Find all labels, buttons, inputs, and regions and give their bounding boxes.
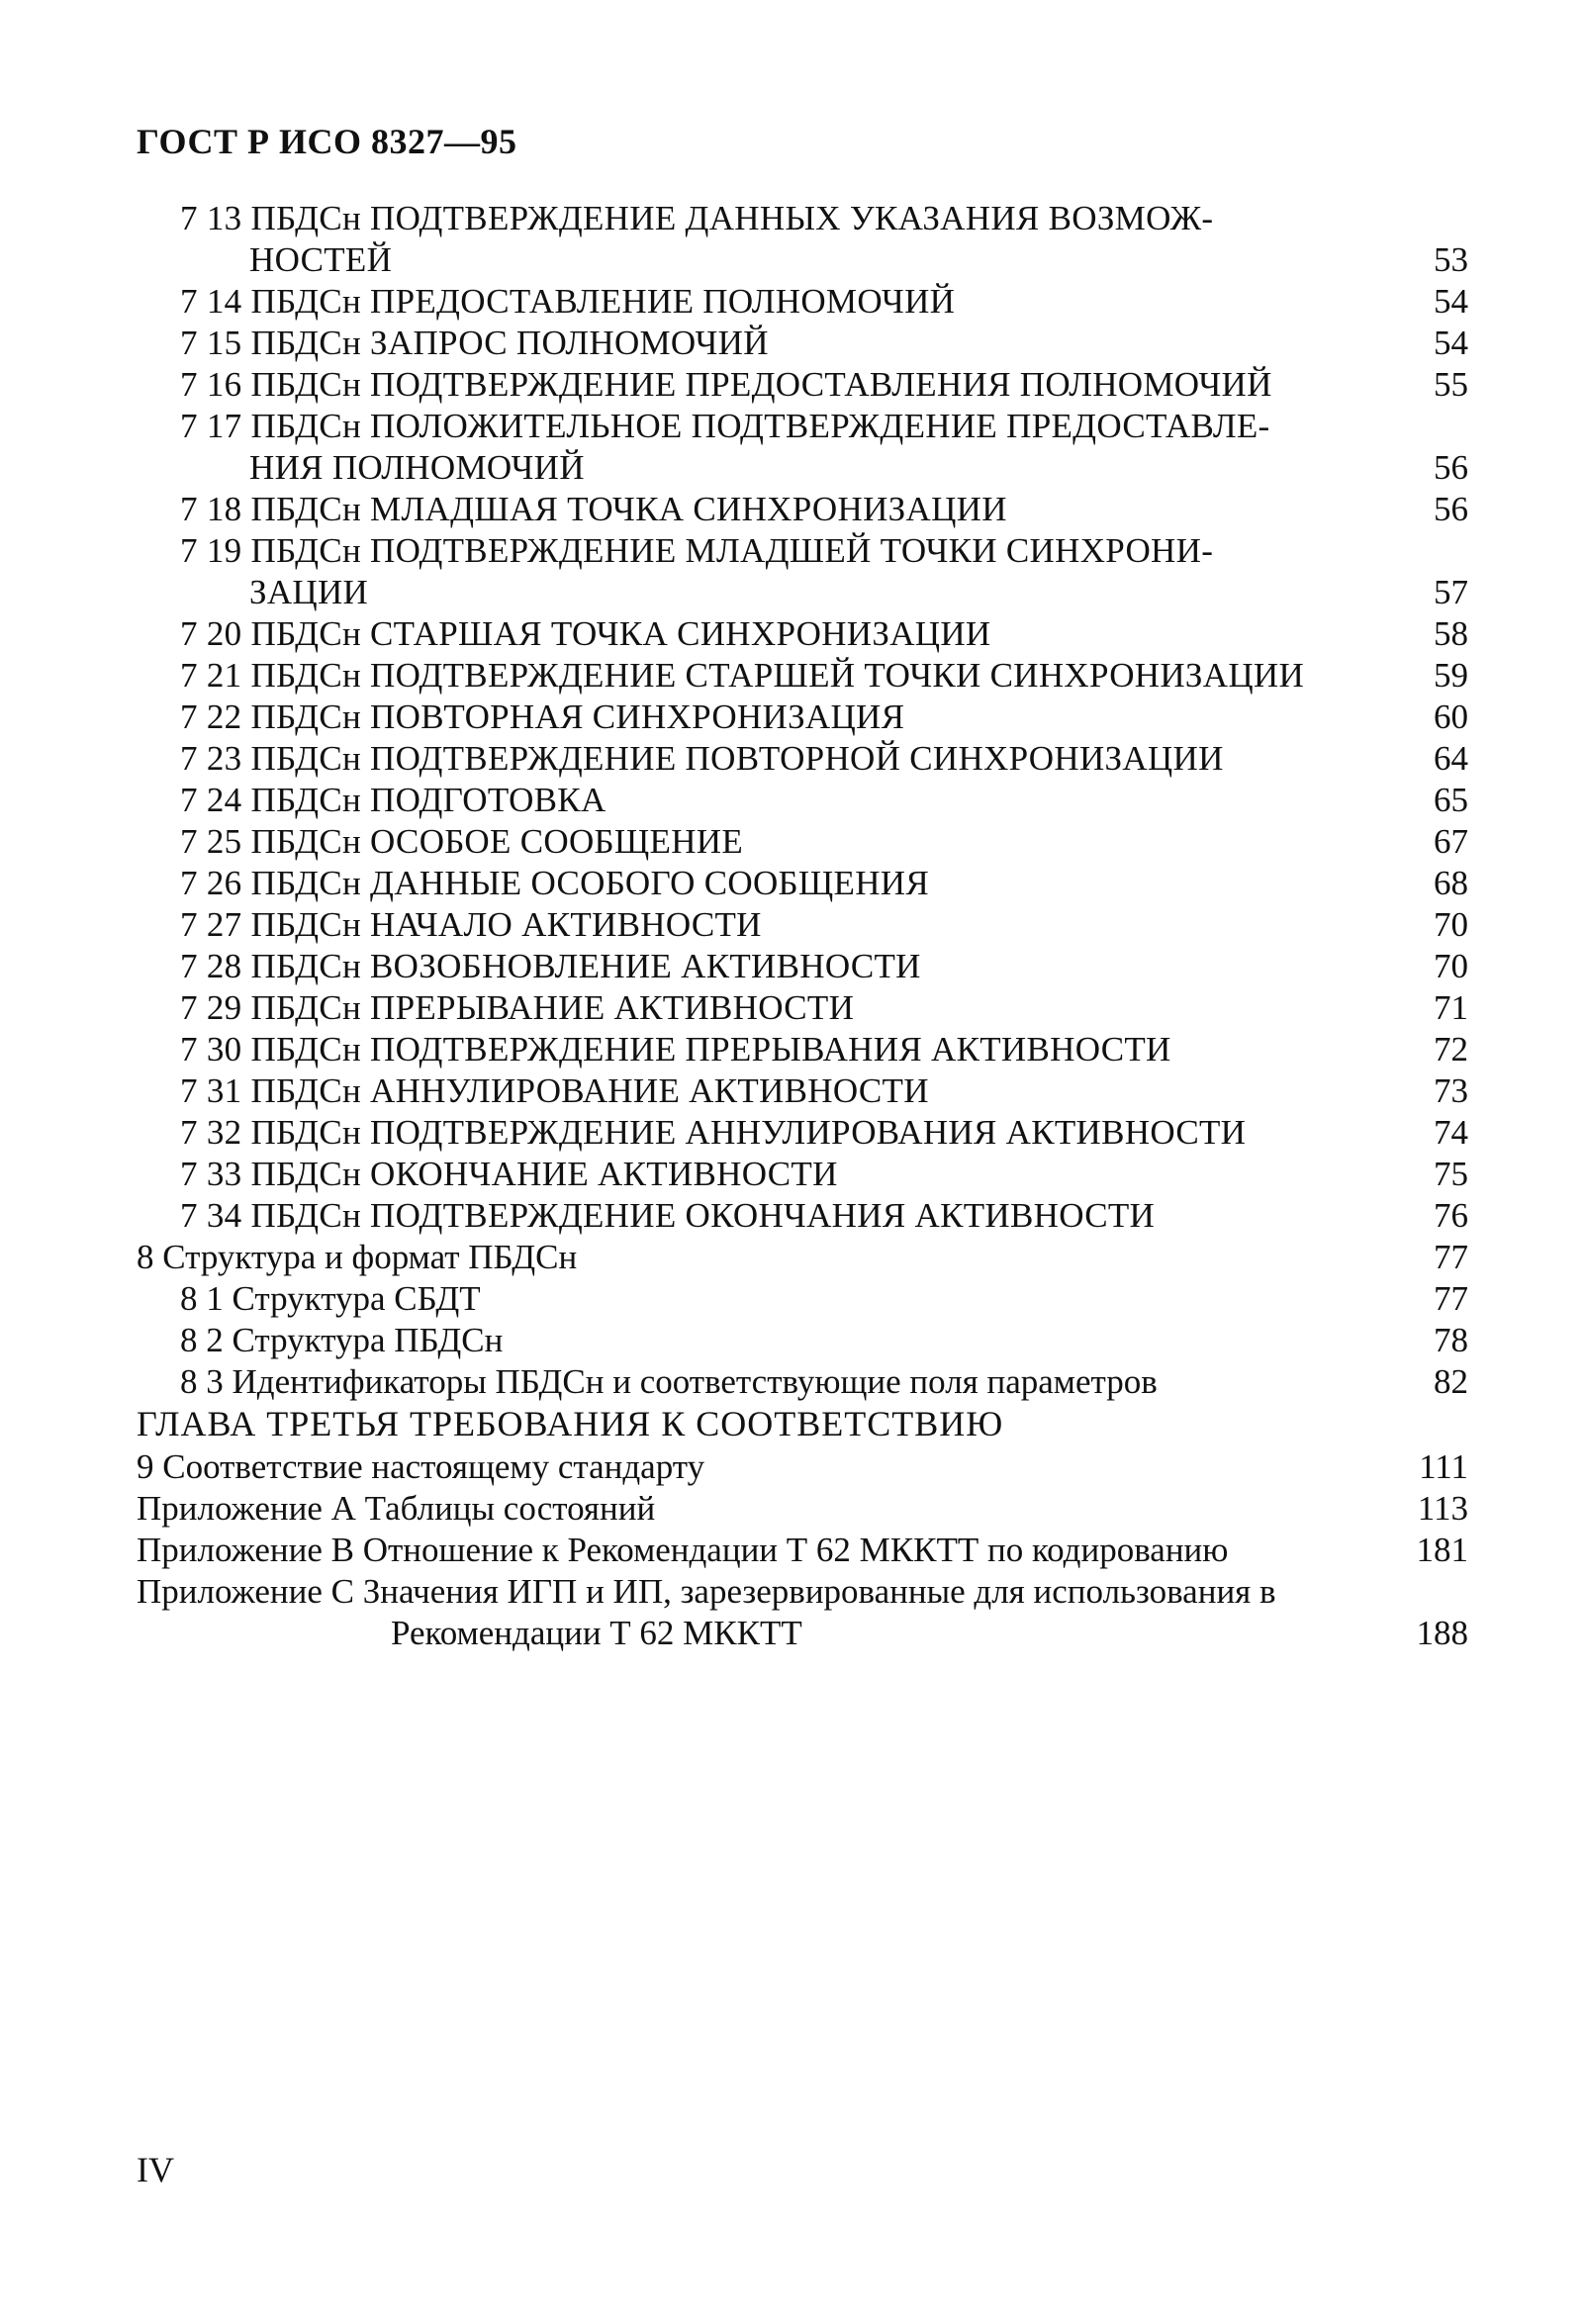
toc-entry: [0, 530, 1585, 572]
toc-entry: [0, 1278, 1585, 1320]
toc-entry: [0, 821, 1585, 863]
toc-entry-title: 9 Соответствие настоящему стандарту: [137, 1447, 705, 1486]
toc-entry-title: 7 30 ПБДСн ПОДТВЕРЖДЕНИЕ ПРЕРЫВАНИЯ АКТИВНОСТИ: [180, 1030, 1171, 1069]
toc-entry-title: 7 34 ПБДСн ПОДТВЕРЖДЕНИЕ ОКОНЧАНИЯ АКТИВНОСТИ: [180, 1196, 1156, 1235]
toc-entry-title: Приложение В Отношение к Рекомендации Т 62 МККТТ по кодированию: [137, 1531, 1229, 1569]
toc-entry-title: 7 19 ПБДСн ПОДТВЕРЖДЕНИЕ МЛАДШЕЙ ТОЧКИ СИНХРОНИ-: [180, 531, 1214, 570]
toc-entry: [0, 1530, 1585, 1571]
toc-entry-page: 74: [1434, 1113, 1468, 1152]
toc-entry: [0, 1571, 1585, 1613]
toc-entry-title: 7 28 ПБДСн ВОЗОБНОВЛЕНИЕ АКТИВНОСТИ: [180, 947, 921, 985]
toc-entry: [0, 863, 1585, 904]
toc-entry-page: 71: [1434, 988, 1468, 1027]
toc-entry: [0, 1446, 1585, 1488]
toc-entry: [0, 1237, 1585, 1278]
toc-entry: [0, 904, 1585, 946]
toc-entry: [0, 946, 1585, 987]
toc-entry-page: 188: [1416, 1614, 1468, 1652]
toc-entry: [0, 1195, 1585, 1237]
toc-entry-page: 82: [1434, 1362, 1468, 1401]
toc-entry-title: 8 3 Идентификаторы ПБДСн и соответствующие поля параметров: [180, 1362, 1158, 1401]
toc-entry-page: 73: [1434, 1071, 1468, 1110]
toc-entry: [0, 239, 1585, 281]
toc-entry-page: 64: [1434, 739, 1468, 778]
toc-entry-title: 7 25 ПБДСн ОСОБОЕ СООБЩЕНИЕ: [180, 822, 744, 861]
toc-entry-title: 7 15 ПБДСн ЗАПРОС ПОЛНОМОЧИЙ: [180, 324, 769, 362]
toc-entry-title: 7 29 ПБДСн ПРЕРЫВАНИЕ АКТИВНОСТИ: [180, 988, 855, 1027]
toc-entry-page: 68: [1434, 864, 1468, 902]
toc-entry-page: 77: [1434, 1279, 1468, 1318]
toc-entry-title: 7 18 ПБДСн МЛАДШАЯ ТОЧКА СИНХРОНИЗАЦИИ: [180, 490, 1007, 528]
toc-entry: [0, 198, 1585, 239]
toc-entry-title: 7 16 ПБДСн ПОДТВЕРЖДЕНИЕ ПРЕДОСТАВЛЕНИЯ ПОЛНОМОЧИЙ: [180, 365, 1272, 404]
toc-entry-title: 8 1 Структура СБДТ: [180, 1279, 481, 1318]
toc-entry: [0, 489, 1585, 530]
toc-entry: [0, 1488, 1585, 1530]
toc-entry-page: 55: [1434, 365, 1468, 404]
toc-entry: [0, 1112, 1585, 1154]
toc-entry-title: 7 32 ПБДСн ПОДТВЕРЖДЕНИЕ АННУЛИРОВАНИЯ АКТИВНОСТИ: [180, 1113, 1247, 1152]
toc-entry: [0, 1320, 1585, 1361]
toc-entry-title: 8 2 Структура ПБДСн: [180, 1321, 504, 1359]
toc-entry-title: 7 13 ПБДСн ПОДТВЕРЖДЕНИЕ ДАННЫХ УКАЗАНИЯ ВОЗМОЖ-: [180, 199, 1214, 237]
toc-entry-page: 70: [1434, 947, 1468, 985]
toc-entry: [0, 987, 1585, 1029]
toc-entry-page: 72: [1434, 1030, 1468, 1069]
toc-entry: [0, 655, 1585, 697]
toc-entry-page: 56: [1434, 490, 1468, 528]
document-header: ГОСТ Р ИСО 8327—95: [137, 122, 517, 161]
toc-entry: [0, 1361, 1585, 1403]
toc-entry-page: 77: [1434, 1238, 1468, 1276]
toc-entry: [0, 1154, 1585, 1195]
toc-entry-title: ГЛАВА ТРЕТЬЯ ТРЕБОВАНИЯ К СООТВЕТСТВИЮ: [137, 1404, 1004, 1443]
toc-entry-page: 56: [1434, 448, 1468, 487]
page-number: IV: [137, 2150, 174, 2189]
toc-entry-title: Рекомендации Т 62 МККТТ: [391, 1614, 802, 1652]
toc-entry-title: 7 26 ПБДСн ДАННЫЕ ОСОБОГО СООБЩЕНИЯ: [180, 864, 930, 902]
toc-entry: [0, 364, 1585, 406]
toc-entry-page: 78: [1434, 1321, 1468, 1359]
toc-entry: [0, 406, 1585, 447]
toc-entry: [0, 1070, 1585, 1112]
toc-entry-page: 54: [1434, 324, 1468, 362]
toc-entry-title: НИЯ ПОЛНОМОЧИЙ: [249, 448, 585, 487]
toc-entry-title: 7 24 ПБДСн ПОДГОТОВКА: [180, 781, 606, 819]
toc-entry: [0, 697, 1585, 738]
toc-entry: [0, 447, 1585, 489]
toc-entry-page: 53: [1434, 240, 1468, 279]
toc-entry: [0, 323, 1585, 364]
toc-entry-title: 7 21 ПБДСн ПОДТВЕРЖДЕНИЕ СТАРШЕЙ ТОЧКИ СИНХРОНИЗАЦИИ: [180, 656, 1305, 695]
toc-entry-page: 65: [1434, 781, 1468, 819]
toc-entry-page: 181: [1416, 1531, 1468, 1569]
toc-entry-title: 7 22 ПБДСн ПОВТОРНАЯ СИНХРОНИЗАЦИЯ: [180, 697, 905, 736]
toc-entry-title: ЗАЦИИ: [249, 573, 369, 611]
toc-entry-page: 113: [1417, 1489, 1468, 1528]
toc-entry-title: 7 31 ПБДСн АННУЛИРОВАНИЕ АКТИВНОСТИ: [180, 1071, 929, 1110]
toc-entry-title: Приложение С Значения ИГП и ИП, зарезервированные для использования в: [137, 1572, 1276, 1611]
toc-entry: [0, 572, 1585, 613]
toc-entry-page: 76: [1434, 1196, 1468, 1235]
toc-entry-title: 7 14 ПБДСн ПРЕДОСТАВЛЕНИЕ ПОЛНОМОЧИЙ: [180, 282, 956, 321]
toc-chapter-heading: [0, 1403, 1585, 1446]
toc-entry-title: Приложение А Таблицы состояний: [137, 1489, 656, 1528]
toc-entry: [0, 738, 1585, 780]
toc-entry-title: НОСТЕЙ: [249, 240, 393, 279]
toc-entry-page: 54: [1434, 282, 1468, 321]
toc-entry: [0, 281, 1585, 323]
toc-entry: [0, 1613, 1585, 1654]
toc-entry-page: 57: [1434, 573, 1468, 611]
toc-entry: [0, 780, 1585, 821]
toc-entry-page: 75: [1434, 1155, 1468, 1193]
toc-entry-page: 58: [1434, 614, 1468, 653]
toc-entry-title: 7 20 ПБДСн СТАРШАЯ ТОЧКА СИНХРОНИЗАЦИИ: [180, 614, 991, 653]
toc-entry-page: 70: [1434, 905, 1468, 944]
toc-entry-title: 7 23 ПБДСн ПОДТВЕРЖДЕНИЕ ПОВТОРНОЙ СИНХРОНИЗАЦИИ: [180, 739, 1224, 778]
toc-entry-page: 111: [1419, 1447, 1468, 1486]
toc-entry-page: 60: [1434, 697, 1468, 736]
toc-entry-title: 7 17 ПБДСн ПОЛОЖИТЕЛЬНОЕ ПОДТВЕРЖДЕНИЕ ПРЕДОСТАВЛЕ-: [180, 407, 1270, 445]
toc-entry-title: 7 33 ПБДСн ОКОНЧАНИЕ АКТИВНОСТИ: [180, 1155, 838, 1193]
toc-entry: [0, 613, 1585, 655]
toc-entry: [0, 1029, 1585, 1070]
toc-entry-page: 67: [1434, 822, 1468, 861]
toc-entry-title: 8 Структура и формат ПБДСн: [137, 1238, 578, 1276]
table-of-contents: [0, 198, 1585, 1654]
toc-entry-page: 59: [1434, 656, 1468, 695]
toc-entry-title: 7 27 ПБДСн НАЧАЛО АКТИВНОСТИ: [180, 905, 762, 944]
